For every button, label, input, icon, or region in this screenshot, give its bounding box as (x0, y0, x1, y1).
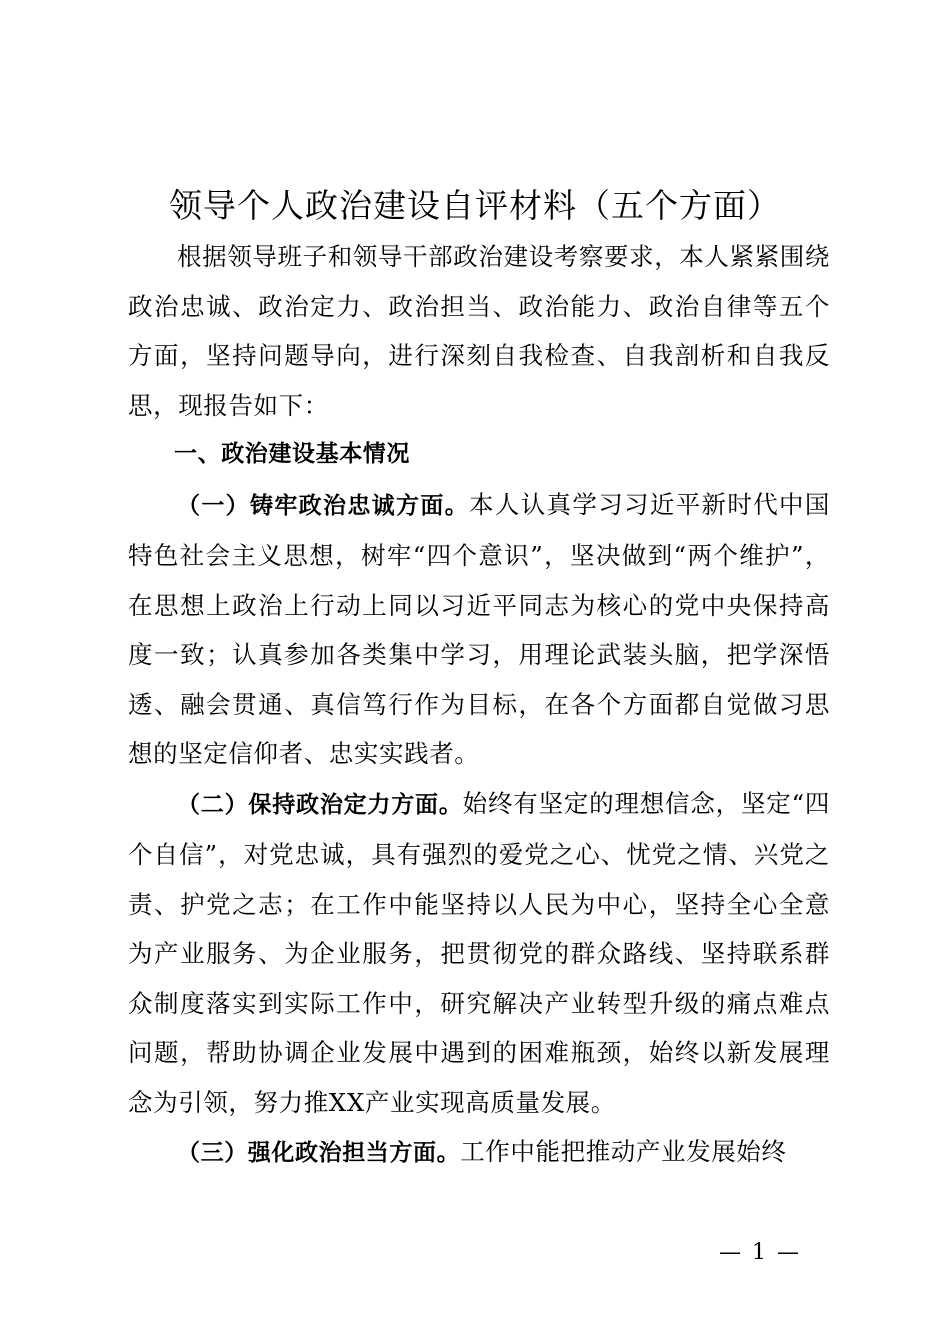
item-2-text: 始终有坚定的理想信念，坚定“四个自信”，对党忠诚，具有强烈的爱党之心、忧党之情、兴党之责、护党之志；在工作中能坚持以人民为中心，坚持全心全意为产业服务、为企业服务，把贯彻党的群众路线、坚持联系群众制度落实到实际工作中，研究解决产业转型升级的痛点难点问题，帮助协调企业发展中遇到的困难瓶颈，始终以新发展理念为引领，努力推XX产业实现高质量发展。 (128, 788, 830, 1117)
document-body (128, 232, 830, 1179)
page-number: — 1 — (719, 1240, 801, 1265)
item-3-text: 工作中能把推动产业发展始终 (460, 1137, 787, 1166)
paragraph-item-1 (128, 480, 830, 779)
item-3-lead: （三）强化政治担当方面。 (177, 1140, 461, 1166)
paragraph-item-3 (128, 1127, 830, 1179)
intro-paragraph: 根据领导班子和领导干部政治建设考察要求，本人紧紧围绕政治忠诚、政治定力、政治担当、政治能力、政治自律等五个方面，坚持问题导向，进行深刻自我检查、自我剖析和自我反思，现报告如下： (128, 242, 830, 420)
item-2-lead: （二）保持政治定力方面。 (177, 791, 463, 818)
item-1-lead: （一）铸牢政治忠诚方面。 (177, 492, 470, 519)
item-1-text: 本人认真学习习近平新时代中国特色社会主义思想，树牢“四个意识”，坚决做到“两个维护”，在思想上政治上行动上同以习近平同志为核心的党中央保持高度一致；认真参加各类集中学习，用理论武装头脑，把学深悟透、融会贯通、真信笃行作为目标，在各个方面都自觉做习思想的坚定信仰者、忠实实践者。 (128, 489, 830, 768)
paragraph-item-2 (128, 779, 830, 1128)
section-heading: 一、政治建设基本情况 (174, 441, 410, 467)
document-title: 领导个人政治建设自评材料（五个方面） (169, 186, 781, 225)
